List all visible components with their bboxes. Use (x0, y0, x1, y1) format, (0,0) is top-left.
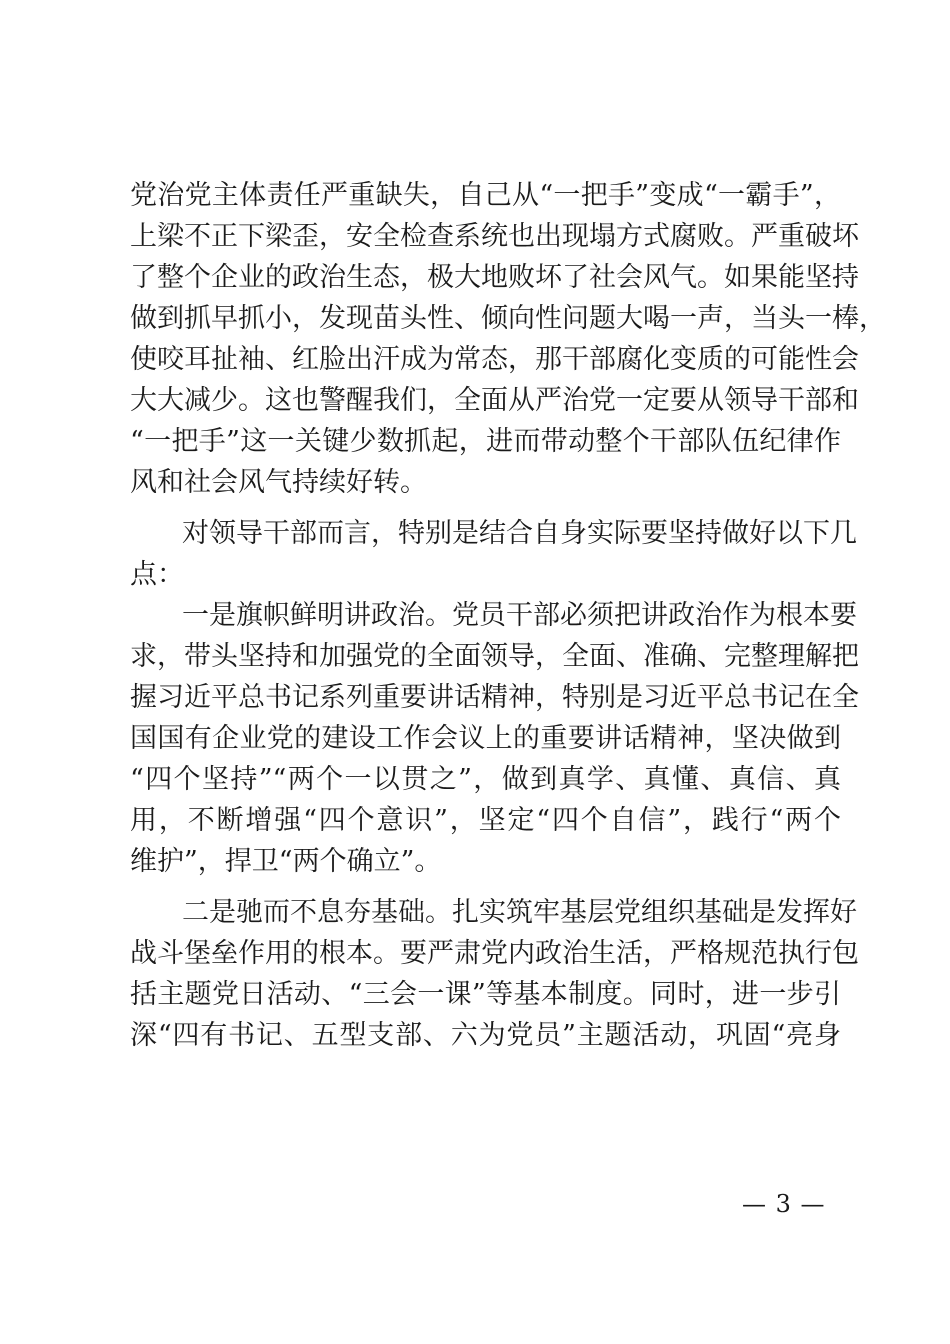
text-line: 括主题党日活动、“三会一课”等基本制度。同时，进一步引 (130, 979, 841, 1010)
paragraph-first-line: 一是旗帜鲜明讲政治。党员干部必须把讲政治作为根本要 (182, 600, 857, 631)
text-line: 党治党主体责任严重缺失，自己从“一把手”变成“一霸手”， (130, 180, 841, 211)
text-line: 求，带头坚持和加强党的全面领导，全面、准确、完整理解把 (130, 641, 859, 672)
text-line: 用，不断增强“四个意识”，坚定“四个自信”，践行“两个 (130, 805, 841, 836)
page-number: — 3 — (742, 1190, 826, 1218)
paragraph-first-line: 对领导干部而言，特别是结合自身实际要坚持做好以下几 (182, 518, 857, 549)
text-line: 国国有企业党的建设工作会议上的重要讲话精神，坚决做到 (130, 723, 841, 754)
text-line: 战斗堡垒作用的根本。要严肃党内政治生活，严格规范执行包 (130, 938, 859, 969)
text-line: 风和社会风气持续好转。 (130, 467, 427, 498)
text-line: 点： (130, 559, 184, 590)
text-line: 大大减少。这也警醒我们，全面从严治党一定要从领导干部和 (130, 385, 859, 416)
text-line: 做到抓早抓小，发现苗头性、倾向性问题大喝一声，当头一棒， (130, 303, 886, 334)
text-line: 使咬耳扯袖、红脸出汗成为常态，那干部腐化变质的可能性会 (130, 344, 859, 375)
text-line: 维护”，捍卫“两个确立”。 (130, 846, 442, 877)
text-line: 上梁不正下梁歪，安全检查系统也出现塌方式腐败。严重破坏 (130, 221, 859, 252)
text-line: 深“四有书记、五型支部、六为党员”主题活动，巩固“亮身 (130, 1020, 841, 1051)
text-line: “四个坚持”“两个一以贯之”，做到真学、真懂、真信、真 (130, 764, 841, 795)
text-line: “一把手”这一关键少数抓起，进而带动整个干部队伍纪律作 (130, 426, 841, 457)
text-line: 了整个企业的政治生态，极大地败坏了社会风气。如果能坚持 (130, 262, 859, 293)
text-line: 握习近平总书记系列重要讲话精神，特别是习近平总书记在全 (130, 682, 859, 713)
paragraph-first-line: 二是驰而不息夯基础。扎实筑牢基层党组织基础是发挥好 (182, 897, 857, 928)
